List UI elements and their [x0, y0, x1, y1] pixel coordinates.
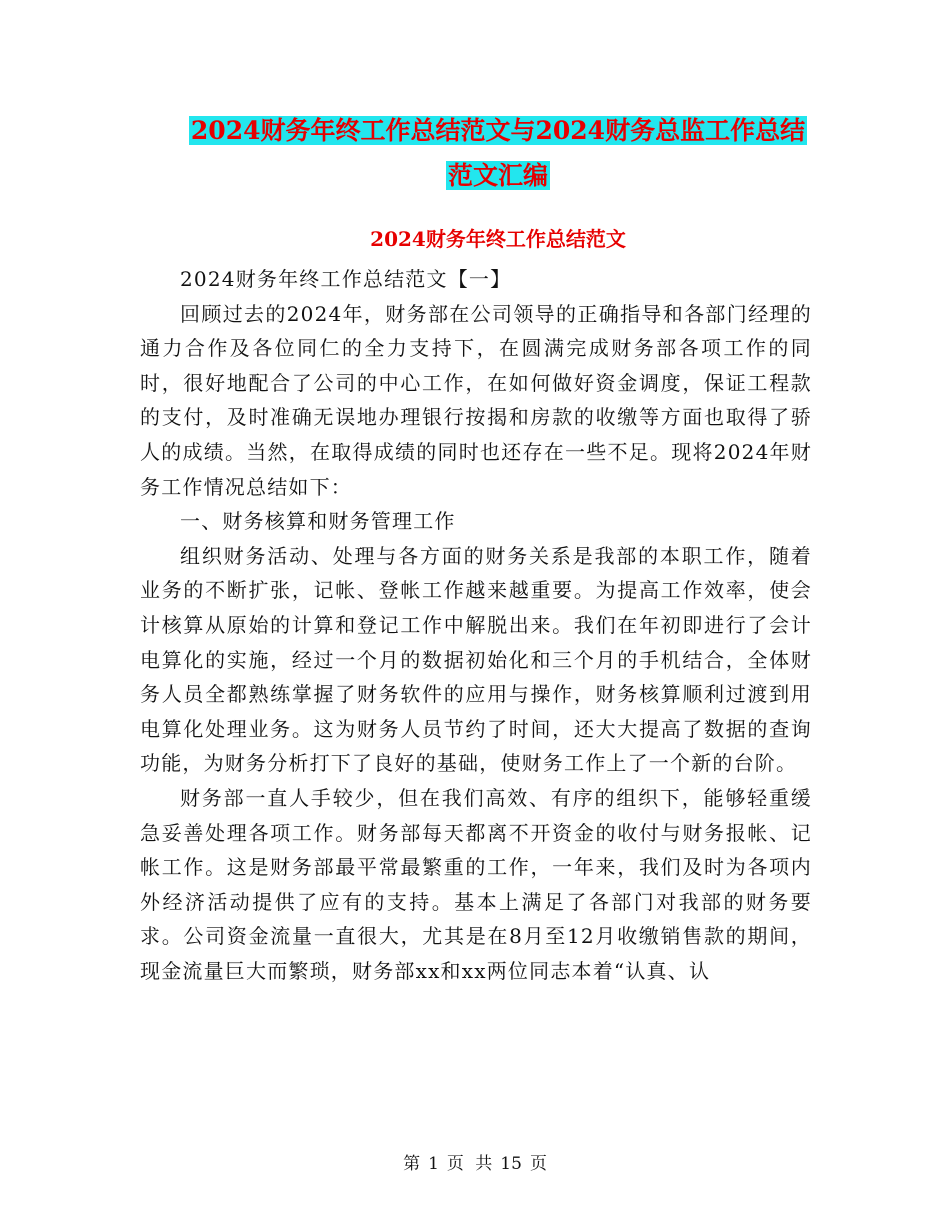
- footer-prefix: 第: [403, 1154, 421, 1174]
- subheading-accounting: 一、财务核算和财务管理工作: [180, 509, 456, 534]
- document-title-text-2: 范文汇编: [447, 161, 548, 190]
- footer-suffix: 页: [529, 1154, 547, 1174]
- section-title: 2024财务年终工作总结范文: [370, 227, 626, 251]
- paragraph-staffing: 财务部一直人手较少，但在我们高效、有序的组织下，能够轻重缓急妥善处理各项工作。财务部每天都离不开资金的收付与财务报帐、记帐工作。这是财务部最平常最繁重的工作，一年来，我们及时为各项内外经济活动提供了应有的支持。基本上满足了各部门对我部的财务要求。公司资金流量一直很大，尤其是在8月至12月收缴销售款的期间，现金流量巨大而繁琐，财务部xx和xx两位同志本着“认真、认: [140, 785, 812, 983]
- footer-page-number: 1: [428, 1154, 439, 1174]
- page-footer: [0, 1152, 950, 1176]
- document-title-line-1: [140, 111, 856, 151]
- document-title-line-2: [140, 156, 856, 196]
- subheading-part-one: 2024财务年终工作总结范文【一】: [180, 267, 512, 291]
- document-body: [140, 262, 812, 988]
- paragraph-accounting: 组织财务活动、处理与各方面的财务关系是我部的本职工作，随着业务的不断扩张，记帐、登帐工作越来越重要。为提高工作效率，使会计核算从原始的计算和登记工作中解脱出来。我们在年初即进行了会计电算化的实施，经过一个月的数据初始化和三个月的手机结合，全体财务人员全都熟练掌握了财务软件的应用与操作，财务核算顺利过渡到用电算化处理业务。这为财务人员节约了时间，还大大提高了数据的查询功能，为财务分析打下了良好的基础，使财务工作上了一个新的台阶。: [140, 543, 812, 776]
- document-title-text-1: 2024财务年终工作总结范文与2024财务总监工作总结: [190, 116, 806, 145]
- paragraph-review: 回顾过去的2024年，财务部在公司领导的正确指导和各部门经理的通力合作及各位同仁的全力支持下，在圆满完成财务部各项工作的同时，很好地配合了公司的中心工作，在如何做好资金调度，保证工程款的支付，及时准确无误地办理银行按揭和房款的收缴等方面也取得了骄人的成绩。当然，在取得成绩的同时也还存在一些不足。现将2024年财务工作情况总结如下：: [140, 301, 812, 499]
- footer-middle: 页 共: [446, 1154, 493, 1174]
- footer-total-pages: 15: [500, 1154, 522, 1174]
